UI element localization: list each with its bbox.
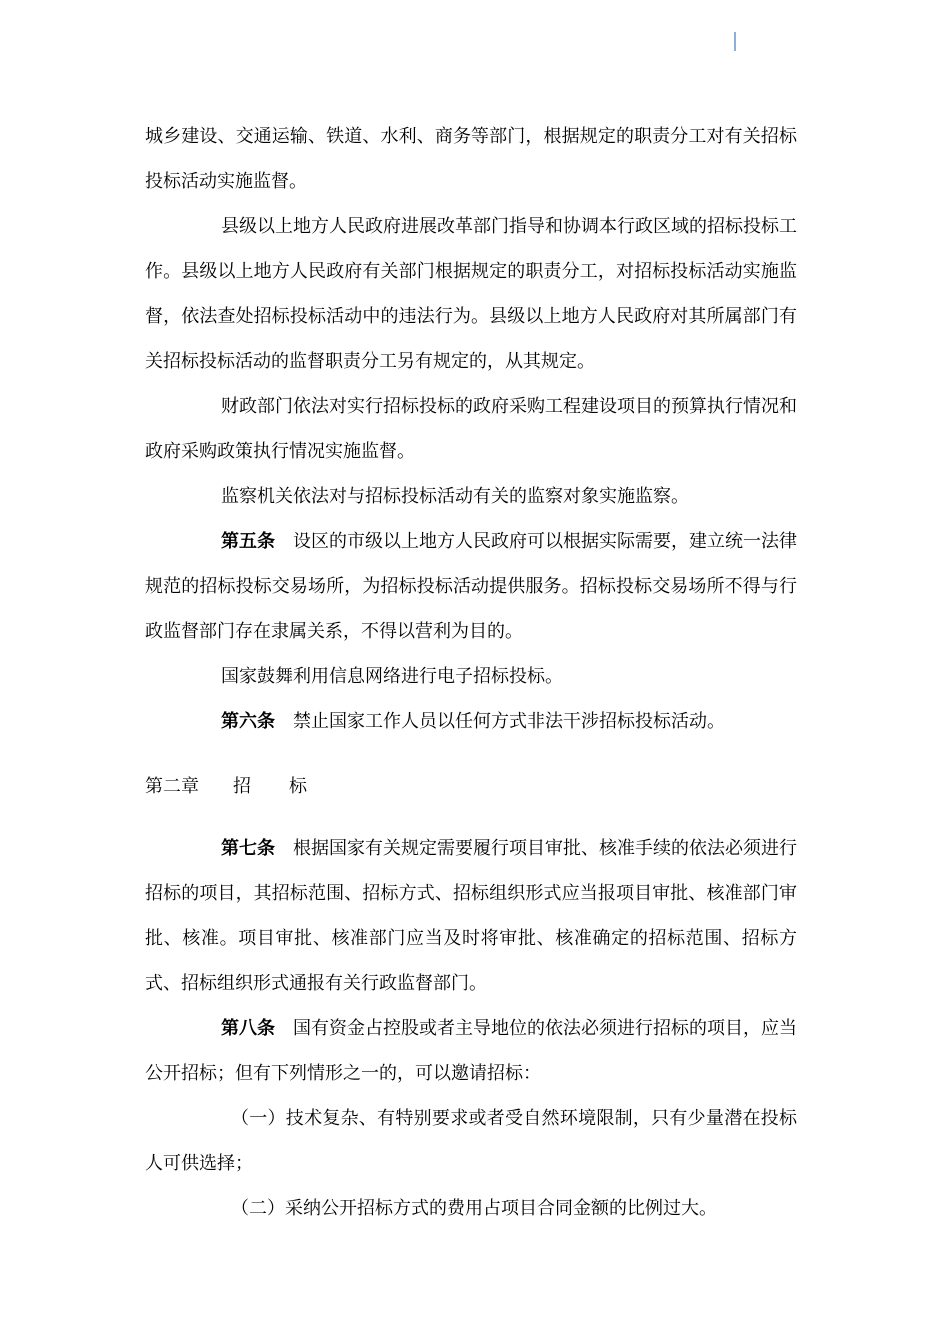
article-8 bbox=[145, 1006, 797, 1096]
article-7-label: 第七条 bbox=[221, 838, 275, 859]
article-6-text: 禁止国家工作人员以任何方式非法干涉招标投标活动。 bbox=[293, 711, 725, 732]
article-7-text: 根据国家有关规定需要履行项目审批、核准手续的依法必须进行招标的项目，其招标范围、招标方式、招标组织形式应当报项目审批、核准部门审批、核准。项目审批、核准部门应当及时将审批、核准确定的招标范围、招标方式、招标组织形式通报有关行政监督部门。 bbox=[145, 838, 797, 994]
article-5-text: 设区的市级以上地方人民政府可以根据实际需要，建立统一法律规范的招标投标交易场所，为招标投标活动提供服务。招标投标交易场所不得与行政监督部门存在隶属关系，不得以营利为目的。 bbox=[145, 531, 797, 642]
paragraph-supervision-organ: 监察机关依法对与招标投标活动有关的监察对象实施监察。 bbox=[221, 486, 689, 507]
article-5-label: 第五条 bbox=[221, 531, 275, 552]
paragraph-electronic-bidding: 国家鼓舞利用信息网络进行电子招标投标。 bbox=[221, 666, 563, 687]
chapter-number: 第二章 bbox=[145, 776, 199, 797]
chapter-title-char-1: 招 bbox=[233, 776, 251, 797]
article-8-text: 国有资金占控股或者主导地位的依法必须进行招标的项目，应当公开招标；但有下列情形之一的，可以邀请招标： bbox=[145, 1018, 797, 1084]
header-cursor-mark bbox=[734, 32, 736, 51]
chapter-title-char-2: 标 bbox=[289, 776, 307, 797]
article-8-label: 第八条 bbox=[221, 1018, 275, 1039]
chapter-heading bbox=[145, 744, 797, 826]
paragraph-local-government: 县级以上地方人民政府进展改革部门指导和协调本行政区域的招标投标工作。县级以上地方人民政府有关部门根据规定的职责分工，对招标投标活动实施监督，依法查处招标投标活动中的违法行为。县级以上地方人民政府对其所属部门有关招标投标活动的监督职责分工另有规定的，从其规定。 bbox=[145, 216, 797, 372]
paragraph-continuation: 城乡建设、交通运输、铁道、水利、商务等部门，根据规定的职责分工对有关招标投标活动实施监督。 bbox=[145, 126, 797, 192]
article-6-label: 第六条 bbox=[221, 711, 275, 732]
article-5 bbox=[145, 519, 797, 654]
article-6 bbox=[145, 699, 797, 744]
article-8-item-2: （二）采纳公开招标方式的费用占项目合同金额的比例过大。 bbox=[231, 1198, 717, 1219]
document-body bbox=[145, 114, 797, 1231]
article-8-item-1: （一）技术复杂、有特别要求或者受自然环境限制，只有少量潜在投标人可供选择； bbox=[145, 1108, 797, 1174]
article-7 bbox=[145, 826, 797, 1006]
paragraph-finance-department: 财政部门依法对实行招标投标的政府采购工程建设项目的预算执行情况和政府采购政策执行情况实施监督。 bbox=[145, 396, 797, 462]
